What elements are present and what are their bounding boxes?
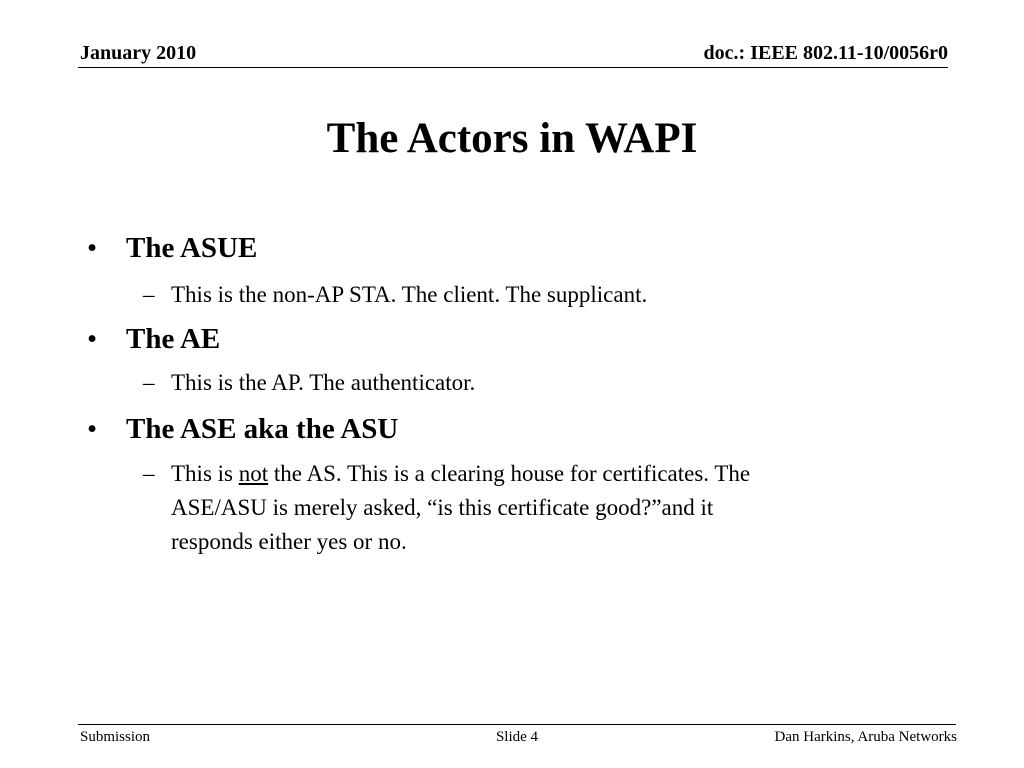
header-doc-id: doc.: IEEE 802.11-10/0056r0 <box>703 42 948 64</box>
sub-bullet-asue: This is the non-AP STA. The client. The supplicant. <box>171 282 648 307</box>
footer-divider <box>78 724 956 725</box>
footer-author: Dan Harkins, Aruba Networks <box>774 729 957 745</box>
bullet-marker: • <box>87 323 98 355</box>
sub-bullet-marker: – <box>143 282 155 307</box>
bullet-ase: The ASE aka the ASU <box>126 413 399 445</box>
header-date: January 2010 <box>80 42 197 64</box>
bullet-ae: The AE <box>126 323 221 355</box>
sub-text-run: This is <box>171 461 239 486</box>
bullet-marker: • <box>87 232 98 264</box>
bullet-marker: • <box>87 413 98 445</box>
footer-submission: Submission <box>80 729 151 745</box>
sub-bullet-ase-line-1 <box>171 457 750 491</box>
sub-bullet-ae: This is the AP. The authenticator. <box>171 370 476 395</box>
sub-bullet-marker: – <box>143 461 155 486</box>
bullet-asue: The ASUE <box>126 232 258 264</box>
sub-text-run: the AS. This is a clearing house for certificates. The <box>268 461 751 486</box>
slide-title: The Actors in WAPI <box>326 115 698 162</box>
sub-bullet-ase-line-2: ASE/ASU is merely asked, “is this certificate good?”and it <box>171 495 714 520</box>
sub-bullet-marker: – <box>143 370 155 395</box>
emphasis-not: not <box>238 461 269 486</box>
sub-bullet-ase-line-3: responds either yes or no. <box>171 529 407 554</box>
footer-slide-number: Slide 4 <box>495 729 539 745</box>
